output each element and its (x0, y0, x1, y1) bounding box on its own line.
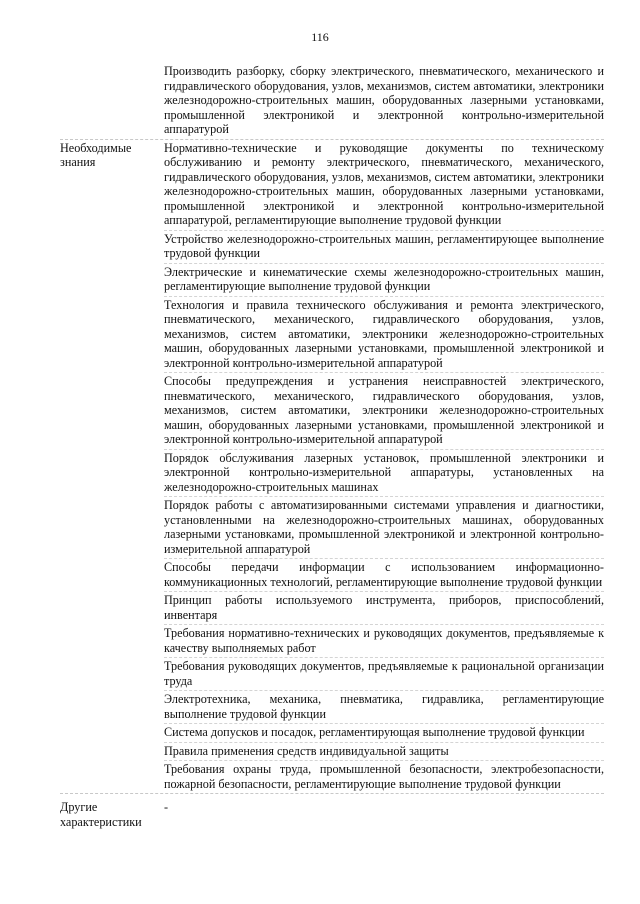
other-row (60, 793, 604, 829)
knowledge-item: Порядок обслуживания лазерных установок, промышленной электроники и электронной контрольно-измерительной аппаратуры, установленных на железнодорожно-строительных машинах (164, 450, 604, 498)
knowledge-list (164, 140, 604, 794)
other-label: Другие характеристики (60, 800, 142, 829)
knowledge-item: Система допусков и посадок, регламентирующая выполнение трудовой функции (164, 724, 604, 743)
knowledge-item: Технология и правила технического обслуживания и ремонта электрического, пневматического, механического, гидравлического оборудования, узлов, механизмов, систем автоматики, электроники железнодорожно-строительных машин, оборудованных лазерными установками, промышленной электроникой и электронной контрольно-измерительной аппаратурой (164, 297, 604, 374)
other-value: - (164, 800, 169, 814)
knowledge-item: Электрические и кинематические схемы железнодорожно-строительных машин, регламентирующие выполнение трудовой функции (164, 264, 604, 297)
skills-label (60, 58, 164, 139)
knowledge-item: Правила применения средств индивидуальной защиты (164, 743, 604, 762)
knowledge-item: Принцип работы используемого инструмента, приборов, приспособлений, инвентаря (164, 592, 604, 625)
page-number: 116 (311, 30, 329, 44)
knowledge-item: Требования охраны труда, промышленной безопасности, электробезопасности, пожарной безопасности, регламентирующие выполнение трудовой функции (164, 762, 604, 791)
knowledge-label: Необходимые знания (60, 140, 132, 169)
skills-row (60, 58, 604, 139)
knowledge-row (60, 139, 604, 794)
other-content (164, 794, 604, 829)
skills-list (164, 58, 604, 139)
knowledge-item: Устройство железнодорожно-строительных машин, регламентирующее выполнение трудовой функции (164, 231, 604, 264)
competency-table (60, 58, 604, 829)
knowledge-item: Порядок работы с автоматизированными системами управления и диагностики, установленными на железнодорожно-строительных машинах, оборудованных лазерными установками, промышленной электроникой и электронной контрольно-измерительной аппаратурой (164, 497, 604, 559)
knowledge-item: Способы передачи информации с использованием информационно-коммуникационных технологий, регламентирующие выполнение трудовой функции (164, 559, 604, 592)
knowledge-item: Способы предупреждения и устранения неисправностей электрического, пневматического, механического, гидравлического оборудования, узлов, механизмов, систем автоматики, электроники железнодорожно-строительных машин, оборудованных лазерными установками, промышленной электроникой и электронной контрольно-измерительной аппаратурой (164, 373, 604, 450)
knowledge-item: Требования руководящих документов, предъявляемые к рациональной организации труда (164, 658, 604, 691)
skill-item: Производить разборку, сборку электрического, пневматического, механического и гидравлического оборудования, узлов, механизмов, систем автоматики, электроники железнодорожно-строительных машин, оборудованных лазерными установками, промышленной электроникой и электронной контрольно-измерительной аппаратурой (164, 64, 604, 136)
knowledge-item: Электротехника, механика, пневматика, гидравлика, регламентирующие выполнение трудовой функции (164, 691, 604, 724)
knowledge-item: Нормативно-технические и руководящие документы по техническому обслуживанию и ремонту электрического, пневматического, механического, гидравлического оборудования, узлов, механизмов, систем автоматики, электроники железнодорожно-строительных машин, оборудованных лазерными установками, промышленной электроникой и электронной контрольно-измерительной аппаратурой, регламентирующие выполнение трудовой функции (164, 140, 604, 231)
knowledge-item: Требования нормативно-технических и руководящих документов, предъявляемые к качеству выполняемых работ (164, 625, 604, 658)
